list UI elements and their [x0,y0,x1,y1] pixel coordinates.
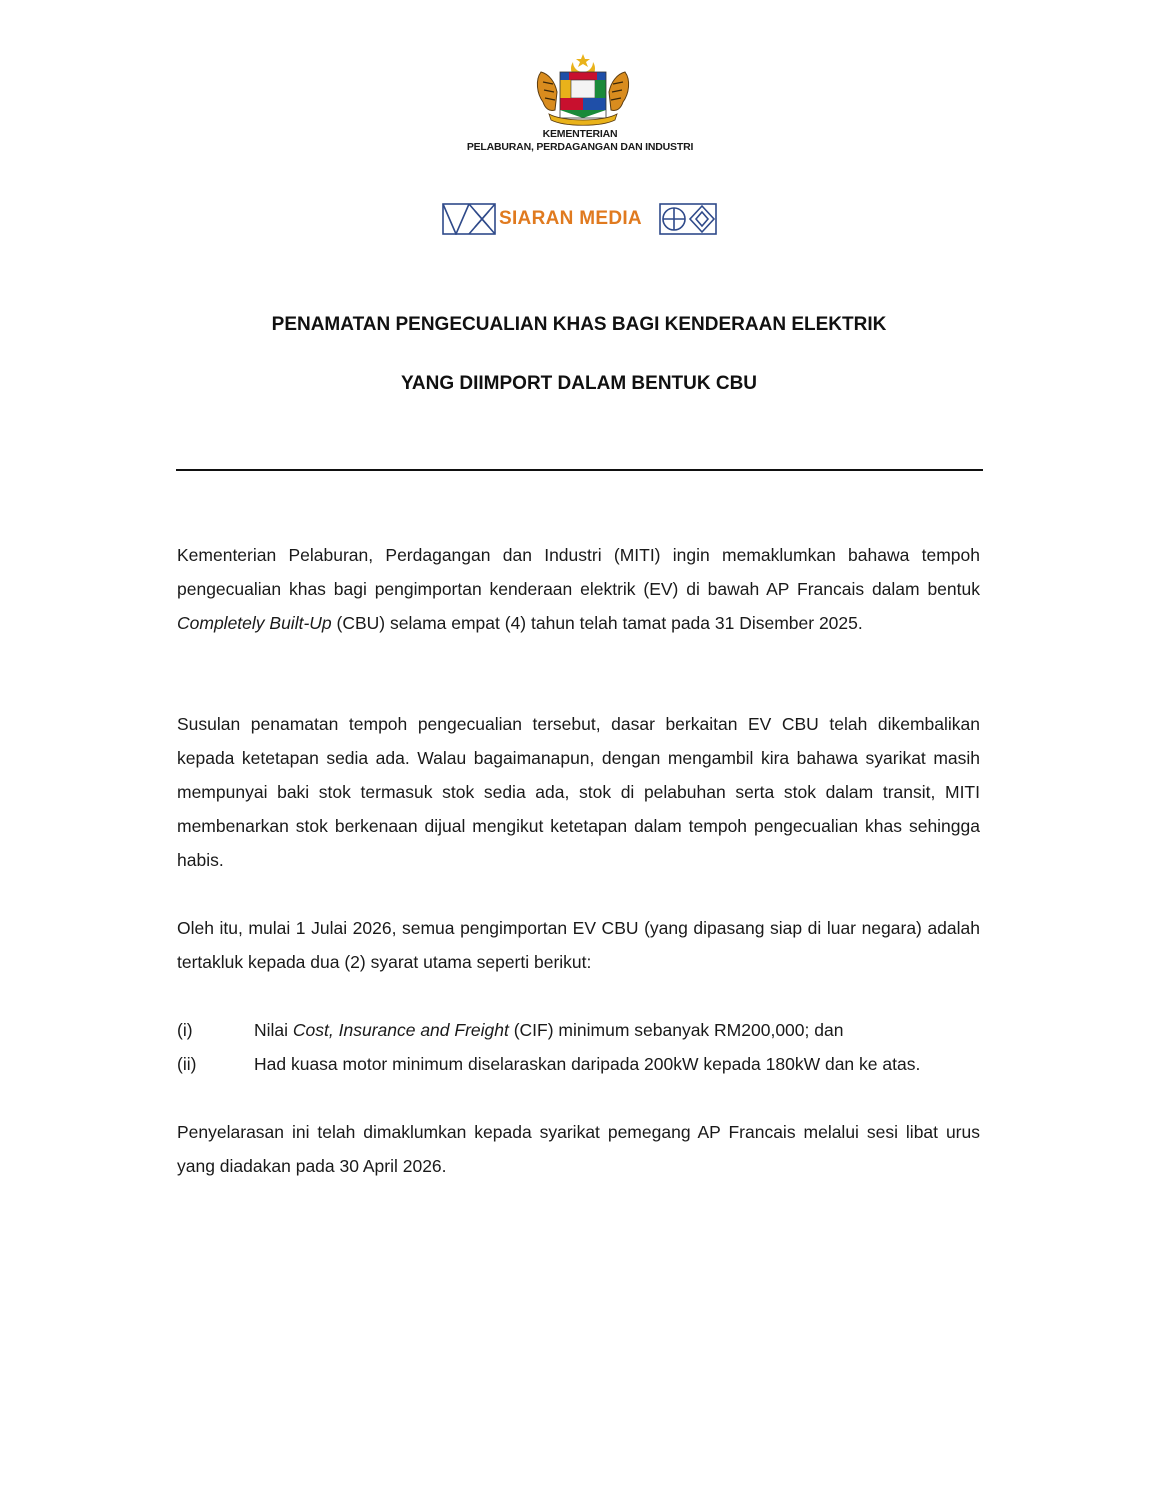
list-item-number: (i) [177,1020,193,1040]
ministry-name [430,128,730,154]
list-item-number: (ii) [177,1054,197,1074]
paragraph-intro-text: Kementerian Pelaburan, Perdagangan dan Industri (MITI) ingin memaklumkan bahawa tempoh pengecualian khas bagi pengimportan kenderaan elektrik (EV) di bawah AP Francais dalam bentuk [177,545,980,599]
release-title-line1: PENAMATAN PENGECUALIAN KHAS BAGI KENDERAAN ELEKTRIK [271,314,887,335]
paragraph-intro-text-end: (CBU) selama empat (4) tahun telah tamat pada 31 Disember 2025. [331,613,863,633]
list-item [177,1047,983,1081]
media-release-banner [442,203,717,235]
songket-pattern-left-icon [442,203,496,235]
paragraph-intro [177,538,980,640]
songket-pattern-right-icon [659,203,717,235]
paragraph-engagement: Penyelarasan ini telah dimaklumkan kepada syarikat pemegang AP Francais melalui sesi libat urus yang diadakan pada 30 April 2026. [177,1122,980,1176]
ministry-line2: PELABURAN, PERDAGANGAN DAN INDUSTRI [466,141,694,153]
list-item-text: Had kuasa motor minimum diselaraskan daripada 200kW kepada 180kW dan ke atas. [254,1054,921,1074]
paragraph-intro-italic: Completely Built-Up [177,613,332,633]
title-divider [176,469,983,471]
ministry-line1: KEMENTERIAN [542,128,618,140]
list-item-text: Nilai Cost, Insurance and Freight (CIF) minimum sebanyak RM200,000; dan [254,1020,844,1040]
media-release-label: SIARAN MEDIA [499,208,642,229]
paragraph-conditions-intro: Oleh itu, mulai 1 Julai 2026, semua pengimportan EV CBU (yang dipasang siap di luar negara) adalah tertakluk kepada dua (2) syarat utama seperti berikut: [177,918,980,972]
list-item [177,1013,983,1047]
release-title-line2: YANG DIIMPORT DALAM BENTUK CBU [400,373,758,394]
paragraph-stock: Susulan penamatan tempoh pengecualian tersebut, dasar berkaitan EV CBU telah dikembalikan kepada ketetapan sedia ada. Walau bagaimanapun, dengan mengambil kira bahawa syarikat masih mempunyai baki stok termasuk stok sedia ada, stok di pelabuhan serta stok dalam transit, MITI membenarkan stok berkenaan dijual mengikut ketetapan dalam tempoh pengecualian khas sehingga habis. [177,714,980,870]
malaysia-coat-of-arms-icon [533,52,633,126]
conditions-list [177,1013,983,1081]
